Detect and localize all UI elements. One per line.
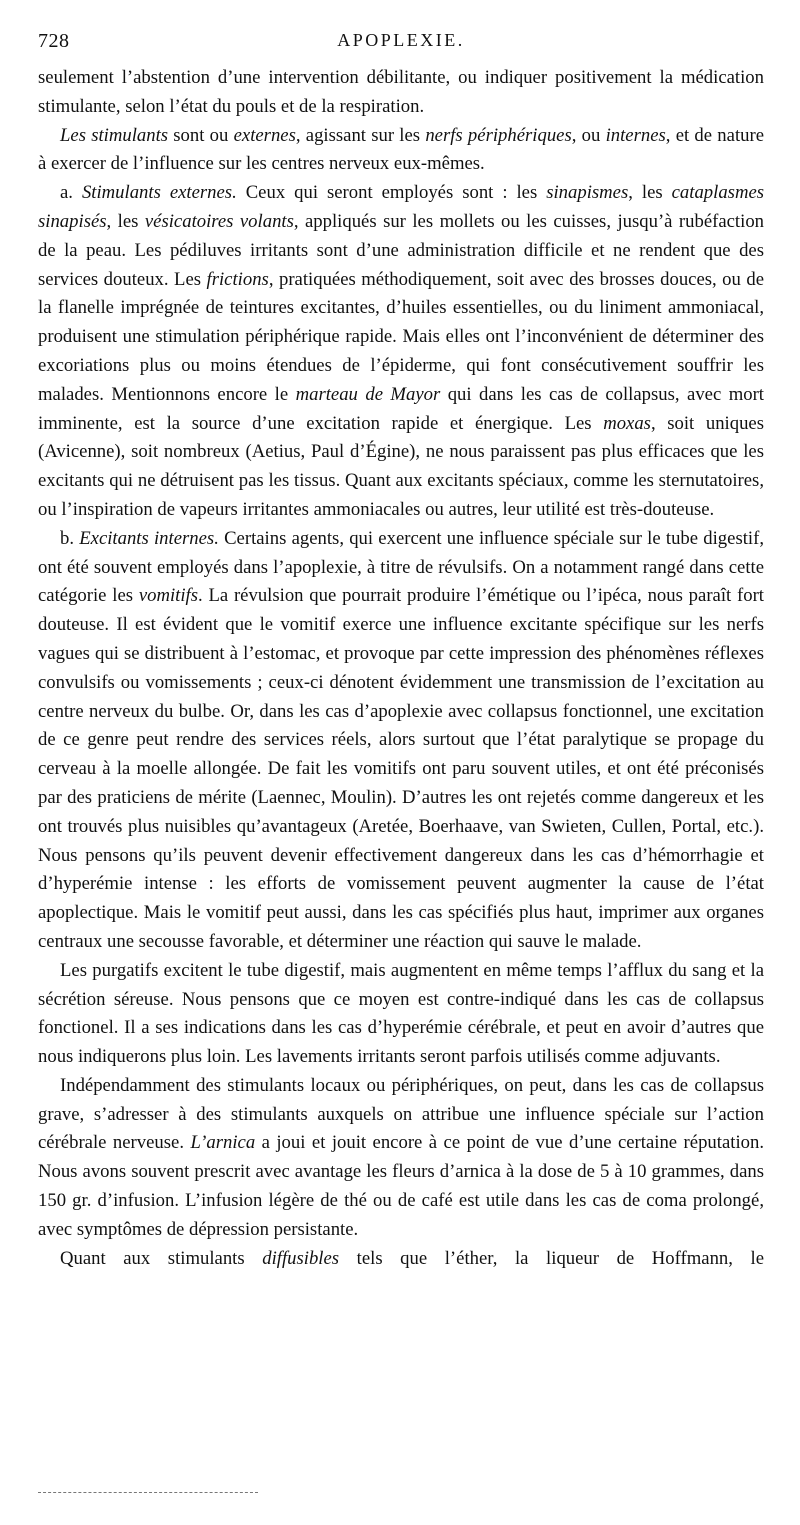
italic-text: cataplasmes sinapisés — [38, 182, 765, 232]
paragraph — [38, 1072, 764, 1245]
italic-text: Excitants internes. — [79, 527, 219, 549]
italic-text: Les stimulants — [60, 124, 169, 146]
text-run: , agissant sur les — [295, 124, 426, 146]
italic-text: nerfs périphériques — [425, 124, 572, 146]
italic-text: moxas — [603, 412, 651, 434]
italic-text: marteau de Mayor — [295, 383, 441, 405]
text-run: , appliqués sur les mollets ou les cuisses, jusqu’à rubéfaction de la peau. Les pédiluves irritants sont d’une administration difficile et ne rendent que des services douteux. Les — [38, 210, 765, 290]
text-run: Ceux qui seront employés sont : les — [236, 182, 547, 204]
footer-rule — [38, 1492, 258, 1493]
text-run: . La révulsion que pourrait produire l’émétique ou l’ipéca, nous paraît fort douteuse. Il est évident que le vomitif exerce une influence excitante spécifique sur les nerfs vagues qui se distribuent à l’estomac, et provoque par cette impression des phénomènes réflexes convulsifs ou vomissements ; ceux-ci dénotent évidemment une transmission de l’excitation au centre nerveux du bulbe. Or, dans les cas d’apoplexie avec collapsus fonctionnel, une excitation de ce genre peut rendre des services réels, alors surtout que l’état paralytique se propage du cerveau à la moelle allongée. De fait les vomitifs ont paru souvent utiles, et ont été préconisés par des praticiens de mérite (Laennec, Moulin). D’autres les ont rejetés comme dangereux et les ont trouvés plus nuisibles qu’avantageux (Aretée, Boerhaave, van Swieten, Cullen, Portal, etc.). Nous pensons qu’ils peuvent devenir effectivement dangereux dans les cas d’hémorrhagie et d’hyperémie intense : les efforts de vomissement peuvent augmenter la cause de l’état apoplectique. Mais le vomitif peut aussi, dans les cas spécifiés plus haut, imprimer aux organes centraux une secousse favorable, et déterminer une réaction qui sauve le malade. — [38, 585, 764, 952]
text-run: Quant aux stimulants — [60, 1247, 263, 1269]
text-run: , ou — [571, 124, 606, 146]
text-run: a joui et jouit encore à ce point de vue d’une certaine réputation. Nous avons souvent prescrit avec avantage les fleurs d’arnica à la dose de 5 à 10 grammes, dans 150 gr. d’infusion. L’infusion légère de thé ou de café est utile dans les cas de coma prolongé, avec symptômes de dépression persistante. — [38, 1132, 764, 1240]
paragraph — [38, 957, 764, 1072]
text-run: qui dans les cas de collapsus, avec mort imminente, est la source d’une excitation rapide et énergique. Les — [38, 383, 764, 434]
italic-text: frictions — [206, 268, 269, 290]
text-run: Indépendamment des stimulants locaux ou périphériques, on peut, dans les cas de collapsus grave, s’adresser à des stimulants auxquels on attribue une influence spéciale sur l’action cérébrale nerveuse. — [38, 1074, 764, 1154]
text-run: Certains agents, qui exercent une influence spéciale sur le tube digestif, ont été souvent employés dans l’apoplexie, à titre de révulsifs. On a notamment rangé dans cette catégorie les — [38, 527, 764, 607]
text-run: tels que l’éther, la liqueur de Hoffmann, le — [339, 1247, 764, 1269]
text-run: , les — [628, 182, 672, 204]
italic-text: sinapismes — [546, 182, 629, 204]
running-title: APOPLEXIE. — [337, 30, 465, 50]
italic-text: vésicatoires volants — [144, 210, 294, 232]
paragraph — [38, 122, 764, 180]
italic-text: diffusibles — [262, 1247, 340, 1269]
text-run: seulement l’abstention d’une intervention débilitante, ou indiquer positivement la médication stimulante, selon l’état du pouls et de la respiration. — [38, 67, 764, 117]
italic-text: Stimulants externes. — [81, 182, 237, 204]
paragraph — [38, 179, 764, 525]
page-number: 728 — [38, 30, 70, 52]
italic-text: L’arnica — [190, 1132, 256, 1154]
text-run: , pratiquées méthodiquement, soit avec des brosses douces, ou de la flanelle imprégnée de teintures excitantes, d’huiles essentielles, ou du liniment ammoniacal, produisent une stimulation périphérique rapide. Mais elles ont l’inconvénient de déterminer des excoriations plus ou moins étendues de l’épiderme, qui font consécutivement souffrir les malades. Mentionnons encore le — [38, 268, 764, 405]
text-run: Les purgatifs excitent le tube digestif, mais augmentent en même temps l’afflux du sang et la sécrétion séreuse. Nous pensons que ce moyen est contre-indiqué dans les cas de collapsus fonctionel. Il a ses indications dans les cas d’hyperémie cérébrale, et peut en avoir d’autres que nous indiquerons plus loin. Les lavements irritants seront parfois utilisés comme adjuvants. — [38, 959, 764, 1068]
text-run: , soit uniques (Avicenne), soit nombreux (Aetius, Paul d’Égine), ne nous paraissent pas plus efficaces que les excitants qui ne détruisent pas les tissus. Quant aux excitants spéciaux, comme les sternutatoires, ou l’inspiration de vapeurs irritantes ammoniacales ou autres, leur utilité est très-douteuse. — [38, 412, 764, 520]
paragraph — [38, 64, 764, 122]
text-run: b. — [60, 527, 80, 549]
text-run: a. — [60, 182, 82, 204]
italic-text: internes — [605, 124, 666, 146]
body-text — [38, 64, 764, 1273]
paragraph — [38, 1245, 764, 1274]
italic-text: vomitifs — [138, 585, 198, 607]
text-run: , les — [106, 210, 145, 232]
italic-text: externes — [233, 124, 296, 146]
text-run: sont ou — [168, 124, 234, 146]
text-run: , et de nature à exercer de l’influence sur les centres nerveux eux-mêmes. — [38, 124, 764, 175]
paragraph — [38, 525, 764, 957]
page-header — [38, 30, 764, 60]
